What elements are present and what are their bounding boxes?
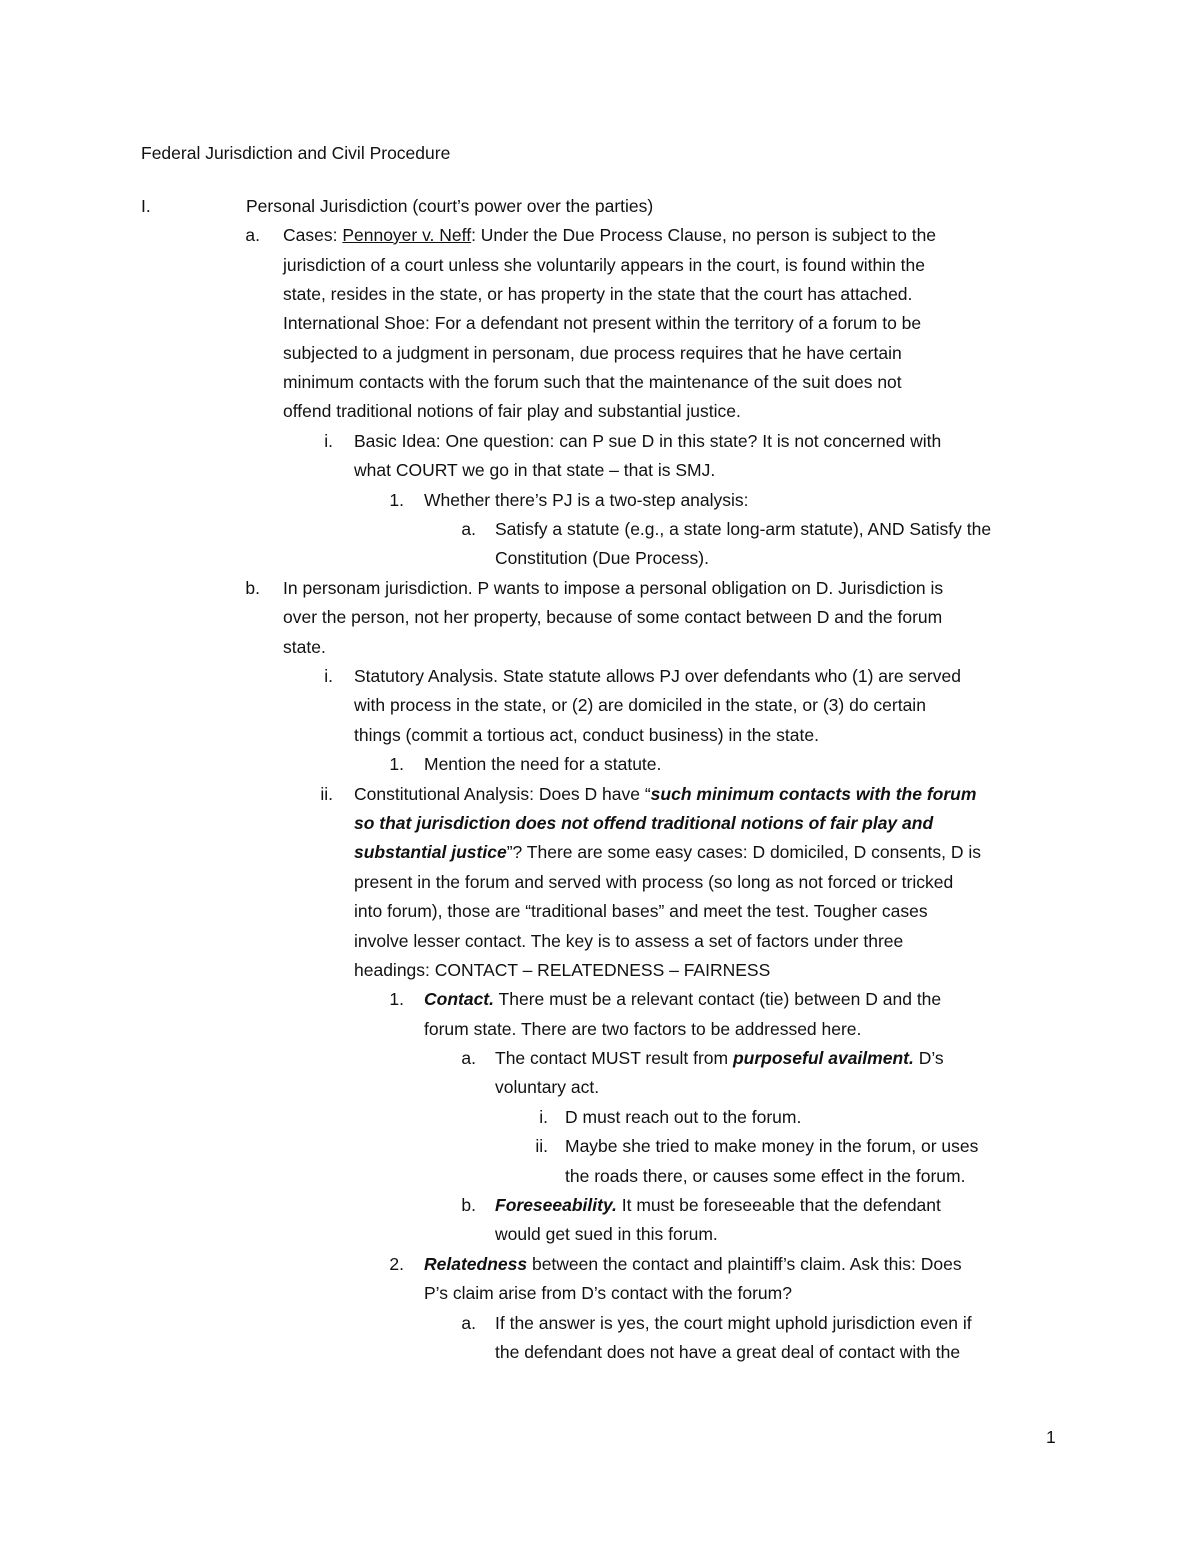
relatedness-a-line-1: If the answer is yes, the court might uphold jurisdiction even if xyxy=(495,1313,972,1333)
page-number: 1 xyxy=(1046,1427,1056,1447)
item-b-ii-line-4: present in the forum and served with process (so long as not forced or tricked xyxy=(354,872,954,892)
item-b-ii-line-3 xyxy=(354,842,981,863)
item-b-ii-line-3-rest: ”? There are some easy cases: D domiciled, D consents, D is xyxy=(506,842,981,862)
outline-marker-a-i: i. xyxy=(324,431,333,451)
item-a-line-1 xyxy=(283,225,936,246)
item-b-i-line-1: Statutory Analysis. State statute allows PJ over defendants who (1) are served xyxy=(354,666,961,686)
foreseeability-line-1 xyxy=(495,1195,941,1216)
make-money-line-1: Maybe she tried to make money in the forum, or uses xyxy=(565,1136,979,1156)
purposeful-availment-term: purposeful availment. xyxy=(732,1048,914,1068)
item-a-i-1-text: Whether there’s PJ is a two-step analysis: xyxy=(424,490,749,510)
item-b-ii-line-1 xyxy=(354,784,976,805)
case-pennoyer-v-neff: Pennoyer v. Neff xyxy=(342,225,472,245)
item-a-i-line-1: Basic Idea: One question: can P sue D in this state? It is not concerned with xyxy=(354,431,942,451)
make-money-line-2: the roads there, or causes some effect in the forum. xyxy=(565,1166,966,1186)
item-b-i-1-text: Mention the need for a statute. xyxy=(424,754,662,774)
item-a-i-1-a-line-2: Constitution (Due Process). xyxy=(495,548,709,568)
item-a-line-1-rest: : Under the Due Process Clause, no person is subject to the xyxy=(471,225,937,245)
outline-marker-a: a. xyxy=(245,225,260,245)
foreseeability-line-2: would get sued in this forum. xyxy=(495,1224,718,1244)
item-b-line-2: over the person, not her property, because of some contact between D and the forum xyxy=(283,607,943,627)
relatedness-line-1 xyxy=(424,1254,962,1275)
item-a-i-line-2: what COURT we go in that state – that is SMJ. xyxy=(354,460,716,480)
item-b-i-line-2: with process in the state, or (2) are domiciled in the state, or (3) do certain xyxy=(354,695,926,715)
item-b-line-1: In personam jurisdiction. P wants to impose a personal obligation on D. Jurisdiction is xyxy=(283,578,944,598)
item-a-line-2: jurisdiction of a court unless she voluntarily appears in the court, is found within the xyxy=(283,255,926,275)
reach-out-text: D must reach out to the forum. xyxy=(565,1107,802,1127)
outline-marker-I: I. xyxy=(141,196,151,216)
document-title: Federal Jurisdiction and Civil Procedure xyxy=(141,143,451,163)
contact-factor-line-1-rest: There must be a relevant contact (tie) between D and the xyxy=(494,989,942,1009)
item-a-i-1-a-line-1: Satisfy a statute (e.g., a state long-arm statute), AND Satisfy the xyxy=(495,519,992,539)
contact-factor-line-1 xyxy=(424,989,941,1010)
item-b-i-line-3: things (commit a tortious act, conduct business) in the state. xyxy=(354,725,819,745)
minimum-contacts-quote-1: such minimum contacts with the forum xyxy=(650,784,977,804)
section-I-heading: Personal Jurisdiction (court’s power over the parties) xyxy=(246,196,654,216)
outline-marker-b-i: i. xyxy=(324,666,333,686)
item-a-line-3: state, resides in the state, or has property in the state that the court has attached. xyxy=(283,284,913,304)
purposeful-availment-line-1 xyxy=(495,1048,944,1069)
relatedness-term: Relatedness xyxy=(424,1254,528,1274)
purposeful-availment-line-2: voluntary act. xyxy=(495,1077,600,1097)
item-b-line-3: state. xyxy=(283,637,326,657)
item-b-ii-line-7: headings: CONTACT – RELATEDNESS – FAIRNESS xyxy=(354,960,771,980)
outline-marker-b-ii-2-a: a. xyxy=(461,1313,476,1333)
outline-marker-b-ii-1-b: b. xyxy=(461,1195,476,1215)
purposeful-availment-rest: D’s xyxy=(913,1048,944,1068)
contact-term: Contact. xyxy=(424,989,494,1009)
item-a-line-4: International Shoe: For a defendant not present within the territory of a forum to be xyxy=(283,313,922,333)
foreseeability-term: Foreseeability. xyxy=(495,1195,617,1215)
outline-marker-a-i-1: 1. xyxy=(389,490,404,510)
minimum-contacts-quote-3: substantial justice xyxy=(354,842,507,862)
constitutional-analysis-lead: Constitutional Analysis: Does D have “ xyxy=(354,784,651,804)
item-a-line-5: subjected to a judgment in personam, due process requires that he have certain xyxy=(283,343,902,363)
outline-marker-b-ii-1-a: a. xyxy=(461,1048,476,1068)
outline-marker-b: b. xyxy=(245,578,260,598)
outline-marker-b-ii-2: 2. xyxy=(389,1254,404,1274)
relatedness-a-line-2: the defendant does not have a great deal of contact with the xyxy=(495,1342,961,1362)
item-a-line-7: offend traditional notions of fair play and substantial justice. xyxy=(283,401,741,421)
outline-marker-b-ii-1-a-ii: ii. xyxy=(535,1136,548,1156)
outline-marker-b-ii-1-a-i: i. xyxy=(539,1107,548,1127)
relatedness-rest: between the contact and plaintiff’s claim. Ask this: Does xyxy=(527,1254,962,1274)
outline-marker-b-ii: ii. xyxy=(320,784,333,804)
minimum-contacts-quote-2: so that jurisdiction does not offend traditional notions of fair play and xyxy=(354,813,934,833)
item-b-ii-line-6: involve lesser contact. The key is to assess a set of factors under three xyxy=(354,931,904,951)
contact-factor-line-2: forum state. There are two factors to be addressed here. xyxy=(424,1019,862,1039)
foreseeability-rest: It must be foreseeable that the defendant xyxy=(616,1195,941,1215)
item-b-ii-line-5: into forum), those are “traditional bases” and meet the test. Tougher cases xyxy=(354,901,928,921)
outline-marker-b-i-1: 1. xyxy=(389,754,404,774)
item-a-line-6: minimum contacts with the forum such that the maintenance of the suit does not xyxy=(283,372,902,392)
relatedness-line-2: P’s claim arise from D’s contact with the forum? xyxy=(424,1283,792,1303)
cases-label: Cases: xyxy=(283,225,343,245)
outline-marker-a-i-1-a: a. xyxy=(461,519,476,539)
purposeful-availment-lead: The contact MUST result from xyxy=(495,1048,733,1068)
outline-marker-b-ii-1: 1. xyxy=(389,989,404,1009)
